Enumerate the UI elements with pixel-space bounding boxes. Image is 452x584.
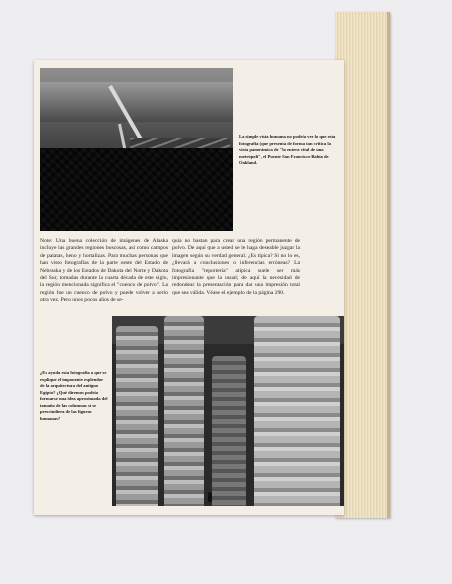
column [164,316,204,506]
book-page [34,60,344,515]
body-text-right-column: quía no bastan para crear una región permanente de polvo. De aquí que a usted se le haga deseable juzgar la imagen según su verdad general. ¿Es típica? Si no lo es, ¿llevará a conclusiones o inferencias erróneas? La fotografía "reportería" atípica suele ser más impresionante que la usual; de aquí la necesidad de redondear la presentación para dar una impresión total que sea válida. Véase el ejemplo de la página 290. [172,238,300,296]
bay-water [40,82,233,122]
column [254,316,340,506]
photo-caption-bottom: ¿Es ayuda esta fotografía a que se explique el imponente esplendor de la arquitectura del antiguo Egipto? ¿Qué diremos podría formarse una idea aproximada del tamaño de las columnas si se prescindiera de las figuras humanas? [40,370,108,421]
photo-caption-top: La simple vista humana no podría ver lo que esta fotografía (que presenta de forma tan crítica la vista panorámica de "la entera vital de una metrópoli", el Puente San Francisco-Bahía de Oakland. [239,134,336,165]
column [212,356,246,506]
egyptian-columns-photo [112,316,344,506]
city-blocks [40,148,233,231]
column [116,326,158,506]
human-figure [208,492,212,502]
aerial-city-photo [40,68,233,231]
body-text-left-column: Note: Una buena colección de imágenes de Alaska incluye las grandes regiones boscosas, así como campos de patatas, heno y hortalizas. Para muchas personas que han visto fotografías de la parte oeste del Estado de Nebraska y de los Estados de Dakota del Norte y Dakota del Sur, tomadas durante la cuarta década de este siglo, la región mencionada significa el "cuenco de polvo". La región fue un cuenco de polvo y puede volver a serlo otra vez. Pero unos pocos años de se- [40,238,168,304]
